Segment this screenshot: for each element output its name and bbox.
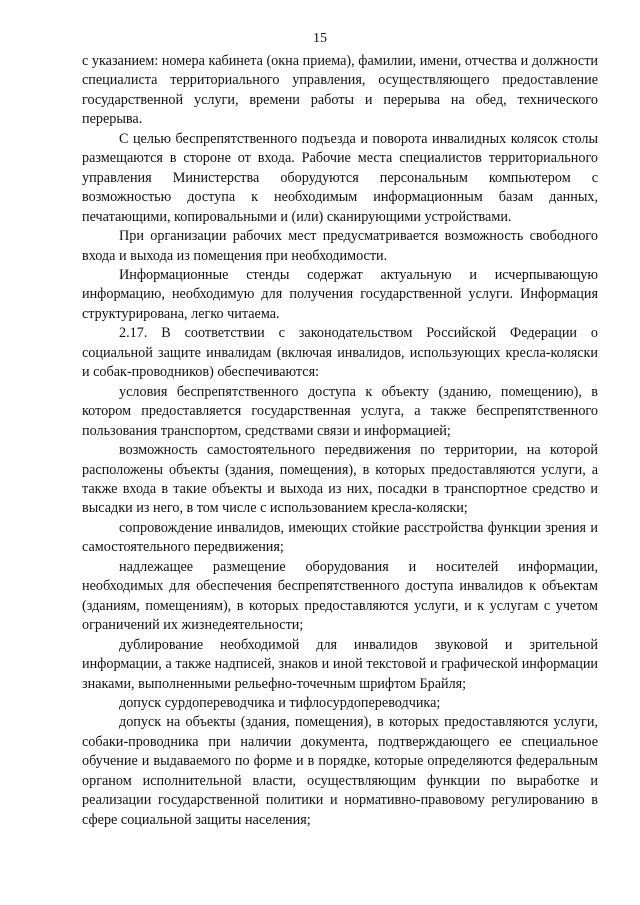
page-number: 15 [313, 31, 327, 46]
list-item-guide-dog: допуск на объекты (здания, помещения), в которых предоставляются услуги, собаки-проводника при наличии документа, подтверждающего ее специальное обучение и выдаваемого по форме и в порядке, которые определяются федеральным органом исполнительной власти, осуществляющим функции по выработке и реализации государственной политики и нормативно-правовому регулированию в сфере социальной защиты населения; [82, 714, 598, 828]
list-item-equipment-placement: надлежащее размещение оборудования и носителей информации, необходимых для обеспечения беспрепятственного доступа инвалидов к объектам (зданиям, помещениям), в которых предоставляются услуги, и к услугам с учетом ограничений их жизнедеятельности; [82, 558, 598, 634]
paragraph-workplace-organization: При организации рабочих мест предусматривается возможность свободного входа и выхода из помещения при необходимости. [82, 228, 598, 264]
list-item-sign-interpreter: допуск сурдопереводчика и тифлосурдопереводчика; [119, 694, 441, 711]
paragraph-wheelchair-access: С целью беспрепятственного подъезда и поворота инвалидных колясок столы размещаются в стороне от входа. Рабочие места специалистов территориального управления Министерства оборудуются персональным компьютером с возможностью доступа к необходимым информационным базам данных, печатающими, копировальными и (или) сканирующими устройствами. [82, 130, 598, 225]
list-item-duplication-braille: дублирование необходимой для инвалидов звуковой и зрительной информации, а также надписей, знаков и иной текстовой и графической информации знаками, выполненными рельефно-точечным шрифтом Брайля; [82, 636, 598, 692]
list-item-escort: сопровождение инвалидов, имеющих стойкие расстройства функции зрения и самостоятельного передвижения; [82, 519, 598, 556]
paragraph-information-stands: Информационные стенды содержат актуальную и исчерпывающую информацию, необходимую для получения государственной услуги. Информация структурирована, легко читаема. [82, 266, 598, 322]
paragraph-section-2-17: 2.17. В соответствии с законодательством Российской Федерации о социальной защите инвалидам (включая инвалидов, использующих кресла-коляски и собак-проводников) обеспечиваются: [82, 325, 598, 381]
paragraph-continuation: с указанием: номера кабинета (окна приема), фамилии, имени, отчества и должности специалиста территориального управления, осуществляющего предоставление государственной услуги, времени работы и перерыва на обед, технического перерыва. [82, 53, 598, 128]
list-item-independent-movement: возможность самостоятельного передвижения по территории, на которой расположены объекты (здания, помещения), в которых предоставляются услуги, а также входа в такие объекты и выхода из них, посадки в транспортное средство и высадки из него, в том числе с использованием кресла-коляски; [82, 442, 598, 517]
list-item-access-conditions: условия беспрепятственного доступа к объекту (зданию, помещению), в котором предоставляется государственная услуга, а также беспрепятственного пользования транспортом, средствами связи и информацией; [82, 383, 598, 439]
document-body [82, 52, 598, 830]
